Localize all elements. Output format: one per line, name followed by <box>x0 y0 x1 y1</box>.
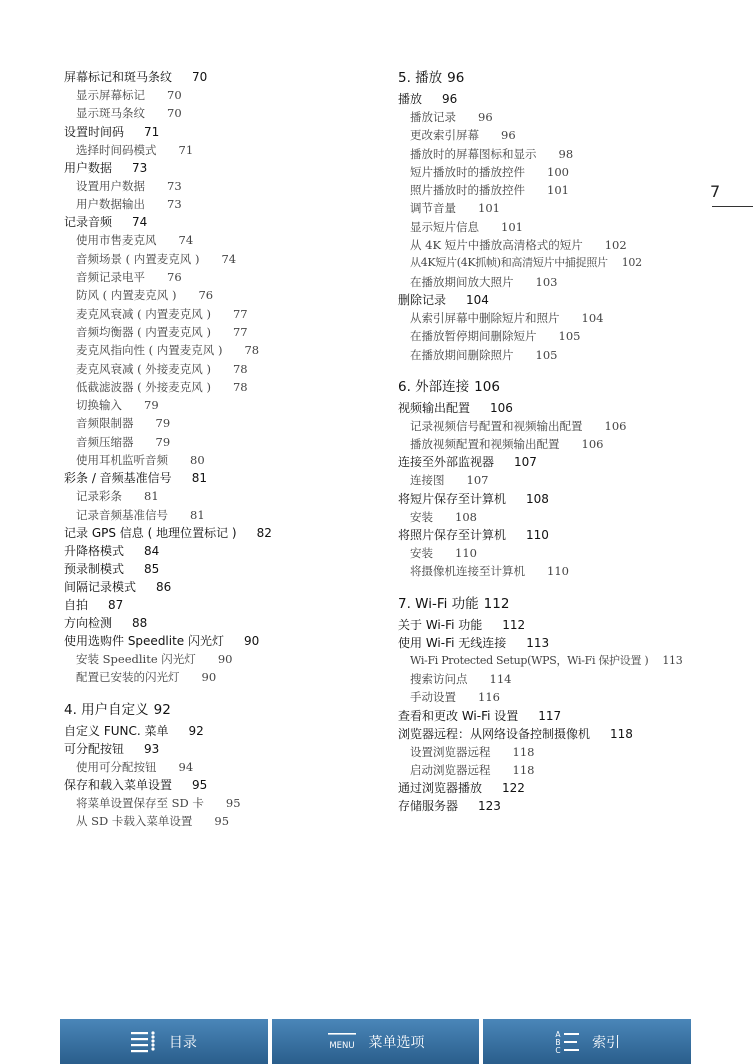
toc-entry-title: 音频均衡器 ( 内置麦克风 ) <box>76 324 211 339</box>
toc-entry-title: 查看和更改 Wi-Fi 设置 <box>398 708 519 723</box>
toc-entry-title: 用户数据 <box>64 160 113 175</box>
toc-subsection-entry[interactable] <box>64 323 374 341</box>
toc-entry-title: 使用 Wi-Fi 无线连接 <box>398 635 507 650</box>
toc-subsection-entry[interactable] <box>64 286 374 304</box>
toc-subsection-entry[interactable] <box>398 145 708 163</box>
toc-entry-title: 播放时的屏幕图标和显示 <box>410 146 537 161</box>
toc-subsection-entry[interactable] <box>64 396 374 414</box>
index-icon-letter-c: C <box>555 1045 561 1055</box>
toc-entry-page: 106 <box>490 400 513 415</box>
toc-entry-page: 90 <box>201 670 217 685</box>
toc-section-entry[interactable] <box>398 291 708 309</box>
toc-section-entry[interactable] <box>64 614 374 632</box>
toc-subsection-entry[interactable] <box>64 104 374 122</box>
toc-entry-title: Wi-Fi Protected Setup(WPS，Wi-Fi 保护设置 ) <box>410 653 649 667</box>
toc-entry-page: 106 <box>604 418 627 433</box>
toc-subsection-entry[interactable] <box>398 309 708 327</box>
contents-list-icon <box>131 1031 157 1053</box>
toc-entry-page: 122 <box>502 781 525 796</box>
toc-subsection-entry[interactable] <box>398 108 708 126</box>
toc-subsection-entry[interactable] <box>64 360 374 378</box>
toc-entry-page: 88 <box>132 615 148 630</box>
toc-section-entry[interactable] <box>64 632 374 650</box>
toc-entry-page: 105 <box>558 329 581 344</box>
toc-entry-page: 110 <box>455 546 477 561</box>
toc-section-entry[interactable] <box>398 490 708 508</box>
toc-entry-page: 118 <box>512 762 535 777</box>
menu-options-button[interactable] <box>272 1019 480 1064</box>
toc-entry-title: 照片播放时的播放控件 <box>410 183 525 198</box>
toc-entry-page: 90 <box>217 651 233 666</box>
toc-entry-title: 使用选购件 Speedlite 闪光灯 <box>64 633 225 648</box>
toc-entry-title: 视频输出配置 <box>398 400 471 415</box>
toc-entry-title: 用户数据输出 <box>76 197 145 212</box>
toc-subsection-entry[interactable] <box>398 417 708 435</box>
toc-entry-page: 74 <box>132 215 148 230</box>
toc-entry-page: 82 <box>256 525 272 540</box>
toc-entry-page: 102 <box>604 238 627 253</box>
toc-entry-title: 播放 <box>398 92 423 106</box>
toc-entry-title: 麦克风衰减 ( 外接麦克风 ) <box>76 361 211 376</box>
toc-entry-page: 93 <box>144 741 160 756</box>
toc-section-entry[interactable] <box>64 776 374 794</box>
toc-entry-title: 音频场景 ( 内置麦克风 ) <box>76 251 200 266</box>
toc-entry-title: 记录 GPS 信息 ( 地理位置标记 ) <box>64 525 237 540</box>
toc-entry-title: 播放视频配置和视频输出配置 <box>410 437 560 452</box>
toc-section-entry[interactable] <box>64 213 374 231</box>
toc-entry-title: 配置已安装的闪光灯 <box>76 670 180 685</box>
toc-entry-title: 安装 Speedlite 闪光灯 <box>76 651 196 666</box>
toc-entry-page: 86 <box>156 579 172 594</box>
toc-section-entry[interactable] <box>64 123 374 141</box>
toc-subsection-entry[interactable] <box>64 141 374 159</box>
toc-entry-title: 使用可分配按钮 <box>76 759 157 774</box>
toc-subsection-entry[interactable] <box>398 761 708 779</box>
toc-entry-page: 79 <box>155 416 171 431</box>
toc-entry-page: 78 <box>244 343 260 358</box>
toc-subsection-entry[interactable] <box>398 346 708 364</box>
toc-right-column <box>398 68 708 815</box>
toc-entry-title: 将短片保存至计算机 <box>398 491 507 506</box>
toc-entry-page: 96 <box>442 92 458 106</box>
toc-entry-title: 显示斑马条纹 <box>76 106 145 121</box>
toc-subsection-entry[interactable] <box>398 670 708 688</box>
toc-entry-page: 70 <box>167 88 182 102</box>
toc-entry-page: 70 <box>167 106 182 121</box>
toc-entry-title: 从 4K 短片中播放高清格式的短片 <box>410 238 583 253</box>
index-button[interactable] <box>483 1019 691 1064</box>
toc-entry-page: 106 <box>474 378 500 395</box>
toc-subsection-entry[interactable] <box>64 668 374 686</box>
toc-subsection-entry[interactable] <box>64 195 374 213</box>
toc-subsection-entry[interactable] <box>398 163 708 181</box>
toc-entry-page: 114 <box>489 671 512 686</box>
toc-entry-page: 108 <box>455 509 477 524</box>
toc-entry-title: 使用市售麦克风 <box>76 233 157 248</box>
contents-button[interactable] <box>60 1019 268 1064</box>
toc-entry-page: 76 <box>198 288 214 303</box>
toc-entry-title: 保存和载入菜单设置 <box>64 777 173 792</box>
toc-entry-page: 107 <box>514 455 537 470</box>
menu-icon-text: MENU <box>328 1040 355 1051</box>
toc-entry-page: 116 <box>478 690 500 705</box>
toc-entry-title: 显示屏幕标记 <box>76 88 145 102</box>
toc-section-entry[interactable] <box>398 797 708 815</box>
toc-entry-page: 90 <box>244 633 260 648</box>
toc-entry-title: 屏幕标记和斑马条纹 <box>64 70 173 84</box>
menu-icon <box>327 1032 357 1052</box>
toc-section-entry[interactable] <box>64 722 374 740</box>
toc-subsection-entry[interactable] <box>64 305 374 323</box>
toc-subsection-entry[interactable] <box>398 688 708 706</box>
toc-subsection-entry[interactable] <box>398 273 708 291</box>
toc-entry-title: 连接至外部监视器 <box>398 455 495 470</box>
toc-subsection-entry[interactable] <box>64 506 374 524</box>
toc-subsection-entry[interactable] <box>64 341 374 359</box>
toc-entry-title: 彩条 / 音频基准信号 <box>64 471 172 486</box>
toc-subsection-entry[interactable] <box>398 236 708 254</box>
toc-entry-page: 118 <box>610 726 633 741</box>
toc-subsection-entry[interactable] <box>398 181 708 199</box>
toc-entry-title: 将菜单设置保存至 SD 卡 <box>76 795 204 810</box>
toc-entry-page: 71 <box>178 142 194 157</box>
toc-section-entry[interactable] <box>64 542 374 560</box>
toc-entry-page: 96 <box>478 110 493 124</box>
toc-subsection-entry[interactable] <box>64 231 374 249</box>
toc-entry-page: 78 <box>232 379 248 394</box>
toc-entry-page: 81 <box>144 489 159 504</box>
toc-entry-page: 74 <box>178 233 194 248</box>
toc-entry-page: 113 <box>526 635 550 650</box>
toc-entry-page: 79 <box>144 398 159 413</box>
index-label: 索引 <box>592 1034 621 1051</box>
toc-chapter-heading[interactable] <box>398 594 708 614</box>
toc-entry-title: 更改索引屏幕 <box>410 128 479 143</box>
contents-label: 目录 <box>168 1034 197 1051</box>
toc-section-entry[interactable] <box>64 469 374 487</box>
toc-entry-page: 123 <box>478 799 501 814</box>
toc-entry-page: 104 <box>466 292 489 307</box>
page-number-rule <box>712 206 753 207</box>
toc-entry-page: 95 <box>214 814 230 829</box>
index-icon-letter-b: B <box>555 1037 561 1047</box>
toc-entry-title: 安装 <box>410 546 433 561</box>
toc-subsection-entry[interactable] <box>398 126 708 144</box>
toc-entry-page: 96 <box>501 128 516 143</box>
toc-entry-title: 音频限制器 <box>76 416 134 431</box>
toc-entry-title: 记录彩条 <box>76 489 122 504</box>
toc-chapter-heading[interactable] <box>398 377 708 397</box>
toc-entry-page: 87 <box>108 597 124 612</box>
toc-entry-title: 通过浏览器播放 <box>398 781 483 796</box>
toc-subsection-entry[interactable] <box>398 743 708 761</box>
toc-entry-page: 71 <box>144 124 160 139</box>
toc-entry-page: 103 <box>535 274 558 289</box>
toc-entry-page: 95 <box>225 795 241 810</box>
toc-entry-title: 从索引屏幕中删除短片和照片 <box>410 310 560 325</box>
toc-entry-page: 81 <box>191 471 207 486</box>
toc-section-entry[interactable] <box>64 578 374 596</box>
toc-entry-title: 方向检测 <box>64 615 113 630</box>
toc-entry-title: 切换输入 <box>76 398 122 413</box>
toc-entry-page: 79 <box>155 434 171 449</box>
toc-entry-page: 73 <box>167 197 182 212</box>
toc-entry-page: 106 <box>581 437 604 452</box>
toc-subsection-entry[interactable] <box>64 794 374 812</box>
toc-subsection-entry[interactable] <box>64 487 374 505</box>
toc-subsection-entry[interactable] <box>398 218 708 236</box>
toc-entry-title: 从 SD 卡载入菜单设置 <box>76 814 193 829</box>
toc-entry-title: 升降格模式 <box>64 543 125 558</box>
toc-entry-title: 预录制模式 <box>64 561 125 576</box>
toc-entry-title: 短片播放时的播放控件 <box>410 164 525 179</box>
toc-subsection-entry[interactable] <box>398 435 708 453</box>
toc-entry-title: 使用耳机监听音频 <box>76 453 168 468</box>
toc-section-entry[interactable] <box>398 453 708 471</box>
toc-section-entry[interactable] <box>64 159 374 177</box>
toc-section-entry[interactable] <box>398 779 708 797</box>
toc-entry-title: 自拍 <box>64 597 89 612</box>
toc-section-entry[interactable] <box>64 560 374 578</box>
toc-entry-page: 101 <box>501 219 523 234</box>
toc-subsection-entry[interactable] <box>64 268 374 286</box>
toc-entry-page: 101 <box>547 183 569 198</box>
toc-subsection-entry[interactable] <box>64 433 374 451</box>
page-number: 7 <box>710 182 721 201</box>
toc-entry-page: 77 <box>232 324 248 339</box>
toc-entry-title: 记录音频基准信号 <box>76 507 168 522</box>
toc-subsection-entry[interactable] <box>64 378 374 396</box>
toc-entry-title: 间隔记录模式 <box>64 579 137 594</box>
toc-chapter-heading[interactable] <box>64 700 374 720</box>
menu-options-label: 菜单选项 <box>368 1034 425 1051</box>
toc-subsection-entry[interactable] <box>398 254 708 272</box>
toc-subsection-entry[interactable] <box>398 508 708 526</box>
toc-section-entry[interactable] <box>398 707 708 725</box>
toc-entry-page: 101 <box>478 201 500 216</box>
toc-subsection-entry[interactable] <box>398 199 708 217</box>
toc-entry-page: 70 <box>192 70 208 84</box>
toc-entry-title: 麦克风指向性 ( 内置麦克风 ) <box>76 343 223 358</box>
toc-entry-page: 95 <box>192 777 208 792</box>
toc-entry-title: 音频记录电平 <box>76 270 145 285</box>
toc-entry-page: 76 <box>167 270 182 285</box>
toc-entry-title: 音频压缩器 <box>76 434 134 449</box>
toc-entry-page: 108 <box>526 491 549 506</box>
toc-section-entry[interactable] <box>398 616 708 634</box>
toc-entry-title: 将摄像机连接至计算机 <box>410 564 525 579</box>
toc-entry-page: 112 <box>483 595 510 612</box>
toc-entry-page: 113 <box>662 653 683 667</box>
toc-entry-page: 96 <box>447 70 465 86</box>
toc-entry-page: 73 <box>132 160 148 175</box>
toc-subsection-entry[interactable] <box>64 177 374 195</box>
toc-entry-page: 94 <box>178 759 194 774</box>
index-icon <box>554 1029 580 1055</box>
toc-entry-title: 显示短片信息 <box>410 219 479 234</box>
toc-entry-title: 启动浏览器远程 <box>410 762 491 777</box>
toc-subsection-entry[interactable] <box>398 562 708 580</box>
toc-subsection-entry[interactable] <box>64 812 374 830</box>
toc-entry-title: 自定义 FUNC. 菜单 <box>64 723 169 738</box>
toc-section-entry[interactable] <box>64 596 374 614</box>
toc-section-entry[interactable] <box>398 526 708 544</box>
toc-entry-page: 81 <box>190 507 205 522</box>
bottom-nav-bar <box>60 1019 691 1064</box>
toc-section-entry[interactable] <box>398 90 708 108</box>
toc-entry-title: 选择时间码模式 <box>76 142 157 157</box>
toc-entry-title: 防风 ( 内置麦克风 ) <box>76 288 177 303</box>
toc-section-entry[interactable] <box>64 740 374 758</box>
toc-entry-title: 将照片保存至计算机 <box>398 528 507 543</box>
toc-entry-page: 78 <box>232 361 248 376</box>
toc-chapter-heading[interactable] <box>398 68 708 88</box>
toc-left-column <box>64 68 374 830</box>
toc-entry-page: 92 <box>153 701 171 718</box>
toc-entry-page: 102 <box>621 256 642 270</box>
toc-entry-page: 84 <box>144 543 160 558</box>
toc-entry-page: 92 <box>188 723 204 738</box>
toc-subsection-entry[interactable] <box>64 650 374 668</box>
index-icon-letter-a: A <box>555 1029 561 1039</box>
toc-entry-title: 在播放期间放大照片 <box>410 274 514 289</box>
toc-entry-title: 记录音频 <box>64 215 113 230</box>
toc-entry-title: 从4K短片(4K抓帧)和高清短片中捕捉照片 <box>410 256 608 270</box>
toc-entry-title: 设置用户数据 <box>76 178 145 193</box>
toc-subsection-entry[interactable] <box>64 414 374 432</box>
toc-section-entry[interactable] <box>398 634 708 652</box>
toc-section-entry[interactable] <box>64 524 374 542</box>
toc-entry-page: 104 <box>581 310 604 325</box>
toc-subsection-entry[interactable] <box>64 758 374 776</box>
toc-subsection-entry[interactable] <box>64 86 374 104</box>
toc-entry-page: 110 <box>547 564 569 579</box>
toc-entry-title: 5. 播放 <box>398 70 443 86</box>
toc-entry-title: 手动设置 <box>410 690 456 705</box>
toc-subsection-entry[interactable] <box>398 327 708 345</box>
toc-entry-page: 100 <box>547 164 569 179</box>
toc-subsection-entry[interactable] <box>64 250 374 268</box>
toc-entry-page: 85 <box>144 561 160 576</box>
toc-section-entry[interactable] <box>398 399 708 417</box>
toc-entry-title: 设置浏览器远程 <box>410 744 491 759</box>
toc-entry-page: 110 <box>526 528 549 543</box>
toc-entry-title: 在播放期间删除照片 <box>410 347 514 362</box>
toc-entry-title: 记录视频信号配置和视频输出配置 <box>410 418 583 433</box>
toc-subsection-entry[interactable] <box>64 451 374 469</box>
toc-entry-title: 浏览器远程：从网络设备控制摄像机 <box>398 726 591 741</box>
toc-section-entry[interactable] <box>64 68 374 86</box>
toc-entry-page: 112 <box>502 617 526 632</box>
toc-entry-title: 可分配按钮 <box>64 741 125 756</box>
toc-entry-page: 73 <box>167 178 182 193</box>
toc-entry-page: 80 <box>190 453 205 468</box>
toc-section-entry[interactable] <box>398 725 708 743</box>
toc-entry-page: 74 <box>221 251 237 266</box>
toc-entry-title: 关于 Wi-Fi 功能 <box>398 617 483 632</box>
toc-entry-title: 安装 <box>410 509 433 524</box>
toc-subsection-entry[interactable] <box>398 544 708 562</box>
toc-entry-page: 105 <box>535 347 558 362</box>
toc-entry-title: 低截滤波器 ( 外接麦克风 ) <box>76 379 211 394</box>
toc-entry-page: 98 <box>558 146 574 161</box>
toc-entry-title: 7. Wi-Fi 功能 <box>398 595 479 612</box>
toc-entry-page: 77 <box>232 306 248 321</box>
toc-entry-title: 连接图 <box>410 473 445 488</box>
toc-entry-title: 在播放暂停期间删除短片 <box>410 329 537 344</box>
toc-subsection-entry[interactable] <box>398 471 708 489</box>
toc-entry-page: 118 <box>512 744 535 759</box>
toc-entry-page: 107 <box>466 473 489 488</box>
toc-entry-page: 117 <box>538 708 562 723</box>
toc-entry-title: 搜索访问点 <box>410 671 468 686</box>
toc-entry-title: 删除记录 <box>398 292 447 307</box>
toc-entry-title: 麦克风衰减 ( 内置麦克风 ) <box>76 306 211 321</box>
toc-subsection-entry[interactable] <box>398 652 708 670</box>
toc-entry-title: 4. 用户自定义 <box>64 701 149 718</box>
toc-entry-title: 存储服务器 <box>398 799 459 814</box>
toc-entry-title: 播放记录 <box>410 110 456 124</box>
toc-entry-title: 6. 外部连接 <box>398 378 470 395</box>
toc-entry-title: 调节音量 <box>410 201 456 216</box>
toc-entry-title: 设置时间码 <box>64 124 125 139</box>
